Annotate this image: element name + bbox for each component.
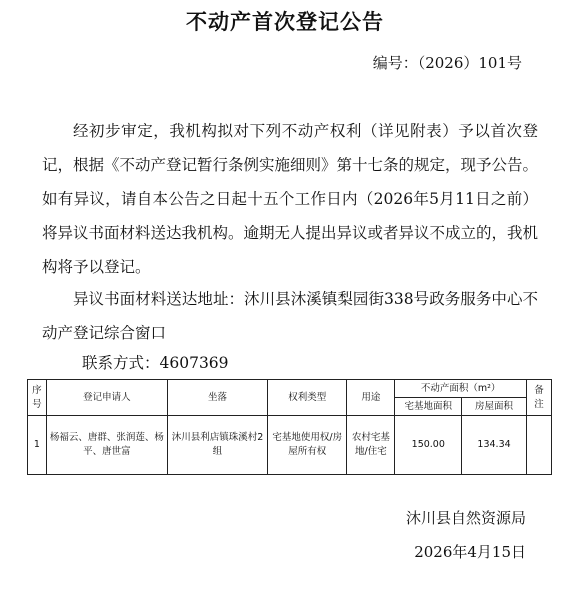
table-header-row bbox=[28, 380, 552, 398]
header-location: 坐落 bbox=[167, 380, 267, 416]
header-right-type: 权利类型 bbox=[268, 380, 347, 416]
cell-applicant: 杨福云、唐群、张润莲、杨平、唐世富 bbox=[46, 416, 167, 475]
header-use: 用途 bbox=[347, 380, 395, 416]
objection-address-paragraph: 异议书面材料送达地址：沐川县沐溪镇梨园街338号政务服务中心不动产登记综合窗口 bbox=[42, 290, 538, 342]
cell-remark bbox=[526, 416, 551, 475]
table-row bbox=[28, 416, 552, 475]
notice-paragraph: 经初步审定，我机构拟对下列不动产权利（详见附表）予以首次登记，根据《不动产登记暂行条例实施细则》第十七条的规定，现予公告。如有异议，请自本公告之日起十五个工作日内（2026年5月11日之前）将异议书面材料送达我机构。逾期无人提出异议或者异议不成立的，我机构将予以登记。 bbox=[42, 122, 539, 276]
cell-location: 沐川县利店镇珠溪村2组 bbox=[167, 416, 267, 475]
issue-date: 2026年4月15日 bbox=[414, 543, 526, 561]
registration-table bbox=[27, 379, 552, 475]
cell-right-type: 宅基地使用权/房屋所有权 bbox=[268, 416, 347, 475]
header-house-area: 房屋面积 bbox=[462, 398, 527, 416]
header-applicant: 登记申请人 bbox=[46, 380, 167, 416]
header-remark: 备注 bbox=[526, 380, 551, 416]
contact-line: 联系方式：4607369 bbox=[82, 354, 229, 372]
cell-seq: 1 bbox=[28, 416, 47, 475]
page-title: 不动产首次登记公告 bbox=[186, 10, 384, 34]
header-land-area: 宅基地面积 bbox=[395, 398, 462, 416]
header-seq: 序号 bbox=[28, 380, 47, 416]
issuer-name: 沐川县自然资源局 bbox=[405, 509, 526, 527]
document-number: 编号：（2026）101号 bbox=[372, 54, 522, 72]
cell-house-area: 134.34 bbox=[462, 416, 527, 475]
cell-land-area: 150.00 bbox=[395, 416, 462, 475]
header-area-group: 不动产面积（m²） bbox=[395, 380, 527, 398]
cell-use: 农村宅基地/住宅 bbox=[347, 416, 395, 475]
